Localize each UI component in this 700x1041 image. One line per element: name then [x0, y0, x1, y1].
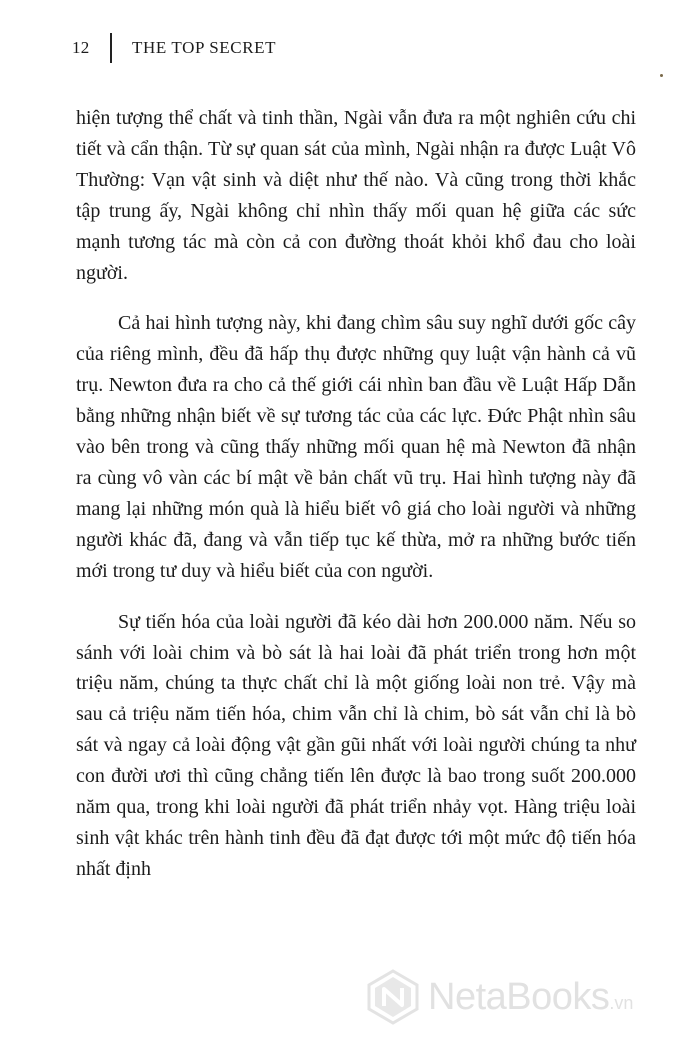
- watermark: [364, 968, 633, 1026]
- watermark-text: [428, 976, 633, 1019]
- body-text: [76, 103, 636, 905]
- page-number: 12: [72, 38, 90, 57]
- running-head: [72, 30, 276, 66]
- watermark-brand: NetaBooks: [428, 975, 610, 1018]
- book-title: THE TOP SECRET: [132, 38, 277, 57]
- paragraph-1: hiện tượng thể chất và tinh thần, Ngài vẫn đưa ra một nghiên cứu chi tiết và cẩn thận. Từ sự quan sát của mình, Ngài nhận ra được Luật Vô Thường: Vạn vật sinh và diệt như thế nào. Và cũng trong thời khắc tập trung ấy, Ngài không chỉ nhìn thấy mối quan hệ giữa các sức mạnh tương tác mà còn cả con đường thoát khỏi khổ đau cho loài người.: [76, 107, 636, 284]
- watermark-suffix: .vn: [609, 992, 634, 1013]
- netabooks-n-logo-icon: [364, 968, 422, 1026]
- print-speck: [660, 74, 663, 77]
- paragraph-3: Sự tiến hóa của loài người đã kéo dài hơn 200.000 năm. Nếu so sánh với loài chim và bò sát là hai loài đã phát triển trong hơn một triệu năm, chúng ta thực chất chỉ là một giống loài non trẻ. Vậy mà sau cả triệu năm tiến hóa, chim vẫn chỉ là chim, bò sát vẫn chỉ là bò sát và ngay cả loài động vật gần gũi nhất với loài người chúng ta như con đười ươi thì cũng chẳng tiến lên được là bao trong suốt 200.000 năm qua, trong khi loài người đã phát triển nhảy vọt. Hàng triệu loài sinh vật khác trên hành tinh đều đã đạt được tới một mức độ tiến hóa nhất định: [76, 610, 636, 880]
- paragraph-2: Cả hai hình tượng này, khi đang chìm sâu suy nghĩ dưới gốc cây của riêng mình, đều đã hấp thụ được những quy luật vận hành cả vũ trụ. Newton đưa ra cho cả thế giới cái nhìn ban đầu về Luật Hấp Dẫn bằng những nhận biết về sự tương tác của các lực. Đức Phật nhìn sâu vào bên trong và cũng thấy những mối quan hệ mà Newton đã nhận ra cùng vô vàn các bí mật về bản chất vũ trụ. Hai hình tượng này đã mang lại những món quà là hiểu biết vô giá cho loài người và những người khác đã, đang và vẫn tiếp tục kế thừa, mở ra những bước tiến mới trong tư duy và hiểu biết của con người.: [76, 312, 636, 582]
- header-divider: [110, 33, 112, 63]
